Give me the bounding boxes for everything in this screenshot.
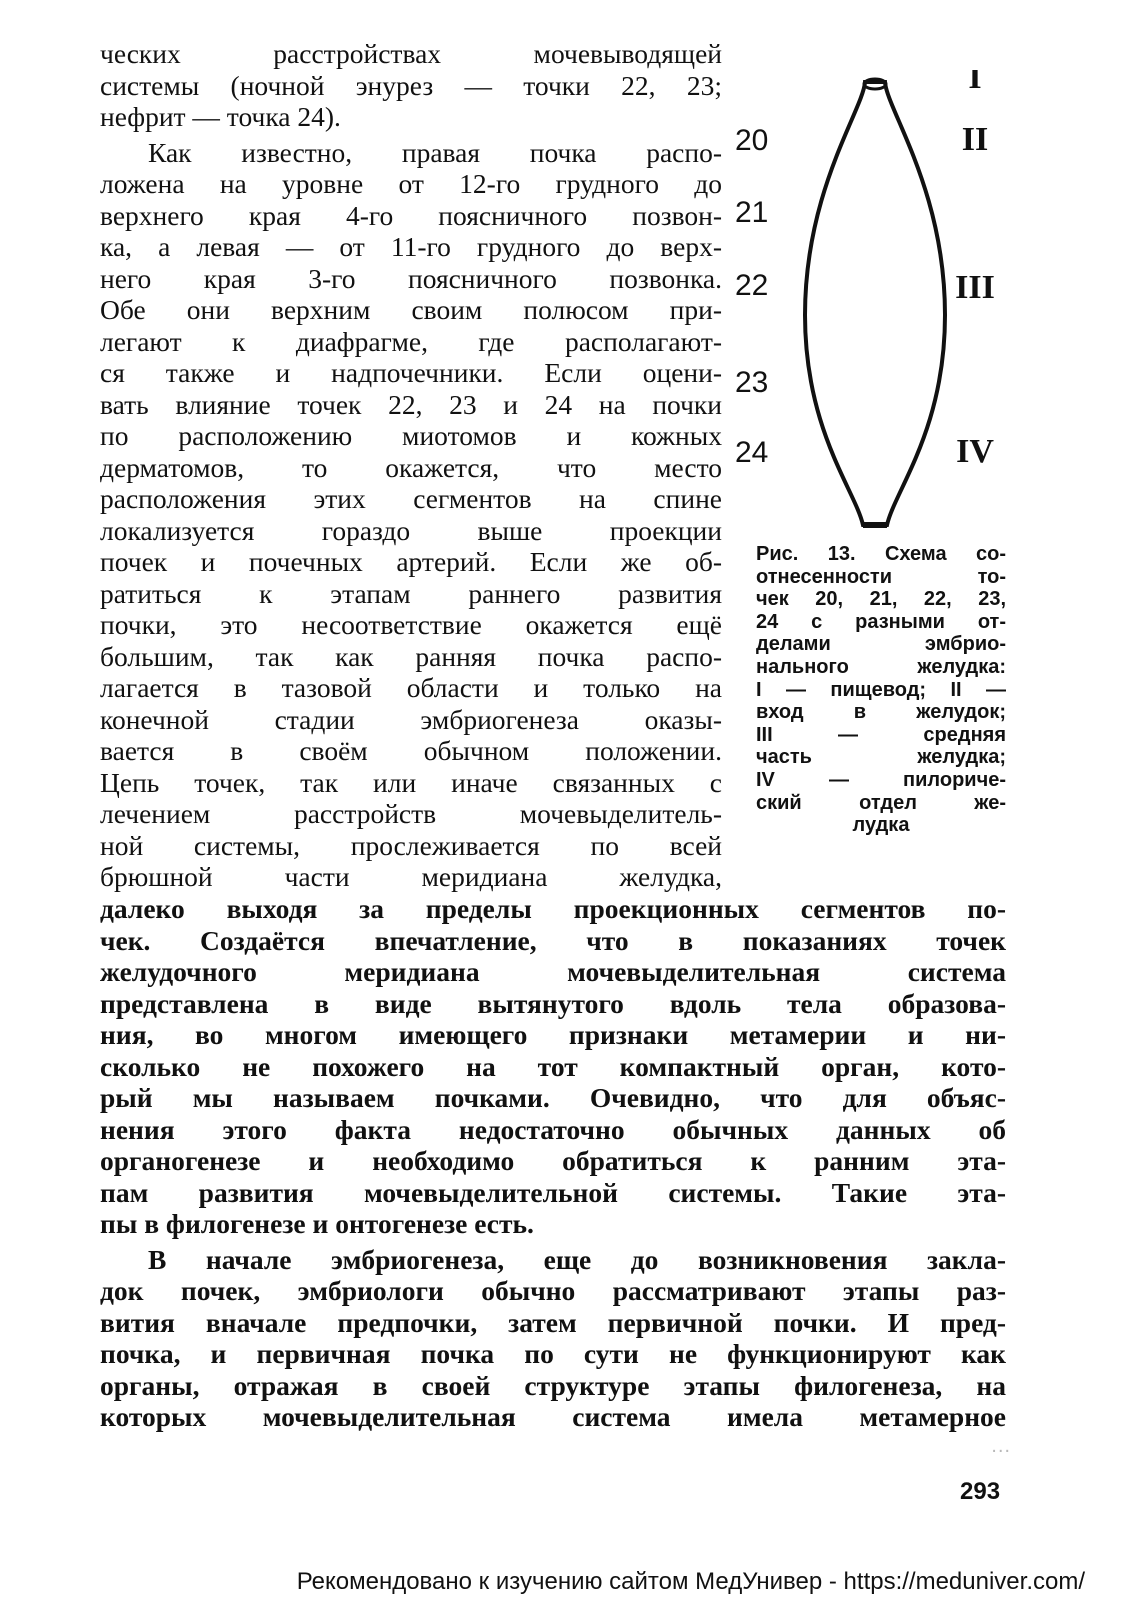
text-line: почки, это несоответствие окажется ещё bbox=[100, 609, 722, 640]
caption-line: ский отдел же- bbox=[756, 791, 1006, 814]
text-line: расположения этих сегментов на спине bbox=[100, 483, 722, 514]
text-line: сколько не похожего на тот компактный орган, кото- bbox=[100, 1050, 1006, 1082]
footer-recommendation: Рекомендовано к изучению сайтом МедУнивер - https://meduniver.com/ bbox=[296, 1568, 1085, 1595]
paragraph-kidney-position bbox=[100, 137, 722, 893]
section-label-II: II bbox=[961, 121, 989, 158]
point-label-24: 24 bbox=[735, 436, 769, 469]
caption-line: вход в желудок; bbox=[756, 701, 1006, 724]
caption-line: часть желудка; bbox=[756, 746, 1006, 769]
text-line: далеко выходя за пределы проекционных сегментов по- bbox=[100, 893, 1006, 924]
text-line: представлена в виде вытянутого вдоль тела образова- bbox=[100, 987, 1006, 1019]
figure-13 bbox=[735, 70, 1025, 540]
text-line: рый мы называем почками. Очевидно, что для объяс- bbox=[100, 1082, 1006, 1113]
text-line: ратиться к этапам раннего развития bbox=[100, 577, 722, 609]
text-line: Как известно, правая почка распо- bbox=[148, 136, 722, 168]
caption-line: отнесенности то- bbox=[756, 565, 1006, 588]
point-label-22: 22 bbox=[735, 269, 769, 302]
paragraph-embryogenesis bbox=[100, 1244, 1006, 1433]
text-line: ния, во многом имеющего признаки метамерии и ни- bbox=[100, 1019, 1006, 1050]
text-line: нефрит — точка 24). bbox=[100, 101, 341, 132]
text-line: органы, отражая в своей структуре этапы филогенеза, на bbox=[100, 1369, 1006, 1401]
text-line: ся также и надпочечники. Если оцени- bbox=[100, 357, 722, 388]
text-line: желудочного меридиана мочевыделительная система bbox=[100, 956, 1006, 987]
text-line: органогенезе и необходимо обратиться к ранним эта- bbox=[100, 1145, 1006, 1176]
bleed-through-text: ... bbox=[990, 1435, 1010, 1457]
text-line: ка, а левая — от 11-го грудного до верх- bbox=[100, 231, 722, 262]
text-line: ложена на уровне от 12-го грудного до bbox=[100, 168, 722, 199]
text-line: вается в своём обычном положении. bbox=[100, 735, 722, 766]
text-line: почка, и первичная почка по сути не функционируют как bbox=[100, 1338, 1006, 1369]
text-line: Обе они верхним своим полюсом при- bbox=[100, 294, 722, 325]
section-label-I: I bbox=[968, 70, 982, 96]
point-label-20: 20 bbox=[735, 124, 769, 157]
caption-line: I — пищевод; II — bbox=[756, 678, 1006, 701]
caption-line: IV — пилориче- bbox=[756, 768, 1006, 791]
text-line: него края 3-го поясничного позвонка. bbox=[100, 262, 722, 294]
stomach-outline bbox=[805, 82, 945, 525]
paragraph-continuation bbox=[100, 38, 722, 133]
caption-line: нального желудка: bbox=[756, 655, 1006, 678]
text-line: которых мочевыделительная система имела метамерное bbox=[100, 1401, 1006, 1432]
section-label-IV: IV bbox=[956, 433, 994, 470]
point-label-23: 23 bbox=[735, 366, 769, 399]
section-label-III: III bbox=[955, 269, 995, 306]
text-line: верхнего края 4-го поясничного позвон- bbox=[100, 199, 722, 231]
text-line: ческих расстройствах мочевыводящей bbox=[100, 38, 722, 69]
text-line: легают к диафрагме, где располагают- bbox=[100, 325, 722, 357]
stomach-diagram bbox=[735, 70, 1025, 540]
paragraph-stomach-meridian bbox=[100, 893, 1006, 1240]
text-line: лагается в тазовой области и только на bbox=[100, 672, 722, 703]
figure-caption bbox=[756, 543, 1006, 837]
text-line: чек. Создаётся впечатление, что в показаниях точек bbox=[100, 924, 1006, 956]
page-number: 293 bbox=[960, 1478, 1001, 1505]
caption-line: делами эмбрио- bbox=[756, 633, 1006, 656]
caption-line: III — средняя bbox=[756, 723, 1006, 746]
text-line: нения этого факта недостаточно обычных данных об bbox=[100, 1113, 1006, 1145]
text-line: локализуется гораздо выше проекции bbox=[100, 514, 722, 546]
text-line: вития вначале предпочки, затем первичной почки. И пред- bbox=[100, 1306, 1006, 1338]
text-line: большим, так как ранняя почка распо- bbox=[100, 640, 722, 672]
text-line: лечением расстройств мочевыделитель- bbox=[100, 798, 722, 829]
text-line: конечной стадии эмбриогенеза оказы- bbox=[100, 703, 722, 735]
text-line: дерматомов, то окажется, что место bbox=[100, 451, 722, 483]
text-line: почек и почечных артерий. Если же об- bbox=[100, 546, 722, 577]
full-width-text bbox=[100, 893, 1006, 1433]
caption-line: 24 с разными от- bbox=[756, 610, 1006, 633]
text-line: пам развития мочевыделительной системы. Такие эта- bbox=[100, 1176, 1006, 1208]
text-line: Цепь точек, так или иначе связанных с bbox=[100, 766, 722, 798]
column-text bbox=[100, 38, 722, 893]
text-line: ной системы, прослеживается по всей bbox=[100, 829, 722, 861]
text-line: вать влияние точек 22, 23 и 24 на почки bbox=[100, 388, 722, 420]
text-line: док почек, эмбриологи обычно рассматривают этапы раз- bbox=[100, 1275, 1006, 1306]
text-line: системы (ночной энурез — точки 22, 23; bbox=[100, 69, 722, 101]
caption-line: лудка bbox=[852, 814, 910, 837]
point-label-21: 21 bbox=[735, 196, 769, 229]
text-line: по расположению миотомов и кожных bbox=[100, 420, 722, 451]
caption-line: чек 20, 21, 22, 23, bbox=[756, 588, 1006, 611]
text-line: пы в филогенезе и онтогенезе есть. bbox=[100, 1208, 534, 1239]
text-line: В начале эмбриогенеза, еще до возникновения закла- bbox=[148, 1243, 1006, 1275]
text-line: брюшной части меридиана желудка, bbox=[100, 861, 722, 892]
caption-line: Рис. 13. Схема со- bbox=[756, 543, 1006, 565]
